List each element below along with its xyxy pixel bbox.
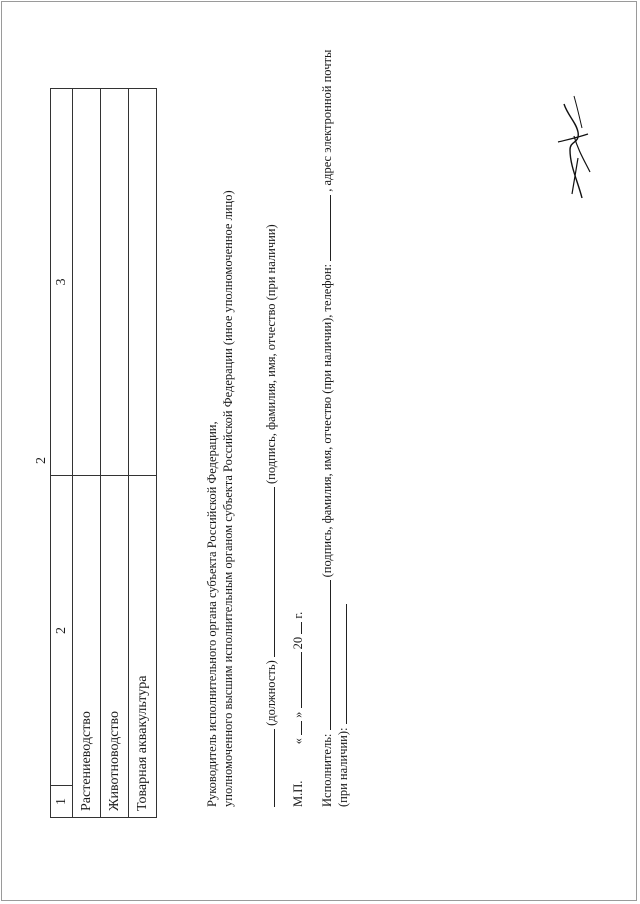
position-label: (должность) xyxy=(264,660,278,726)
mp-date-line xyxy=(289,612,305,807)
email-blank xyxy=(334,604,347,724)
position-blank xyxy=(262,729,275,807)
executor-label: Исполнитель: xyxy=(320,733,334,807)
date-close-quote: » xyxy=(291,711,305,718)
mp-label: М.П. xyxy=(291,780,305,807)
table-row xyxy=(129,89,157,818)
date-century: 20 xyxy=(291,636,305,650)
executor-name-label: (подпись, фамилия, имя, отчество (при наличии), телефон: xyxy=(320,263,334,578)
phone-blank xyxy=(318,195,331,261)
position-signature-line xyxy=(262,224,278,807)
header-cell: 1 xyxy=(51,786,73,818)
head-title-line1: Руководитель исполнительного органа субъекта Российской Федерации, xyxy=(205,421,219,807)
handwritten-signature xyxy=(548,92,598,202)
page-number: 2 xyxy=(34,457,49,464)
table-cell: Растениеводство xyxy=(73,476,101,818)
signature-label: (подпись, фамилия, имя, отчество (при наличии) xyxy=(264,224,278,485)
year-blank xyxy=(289,622,302,634)
head-title-line2: уполномоченного высшим исполнительным органом субъекта Российской Федерации (иное уполномоченное лицо) xyxy=(221,190,235,807)
signature-blank xyxy=(262,487,275,657)
email-line xyxy=(334,604,350,807)
executor-line xyxy=(318,50,334,807)
header-cell: 2 xyxy=(51,476,73,786)
table-cell xyxy=(101,89,129,476)
date-open-quote: « xyxy=(291,738,305,745)
data-table xyxy=(50,88,157,818)
table-cell xyxy=(129,89,157,476)
date-suffix: г. xyxy=(291,611,305,619)
table-row xyxy=(73,89,101,818)
email-note: (при наличии): xyxy=(336,727,350,807)
month-blank xyxy=(289,652,302,708)
table-cell: Животноводство xyxy=(101,476,129,818)
table-row xyxy=(101,89,129,818)
executor-blank xyxy=(318,580,331,730)
header-cell: 3 xyxy=(51,89,73,476)
table-cell: Товарная аквакультура xyxy=(129,476,157,818)
email-label: , адрес электронной почты xyxy=(320,49,334,192)
table-cell xyxy=(73,89,101,476)
day-blank xyxy=(289,721,302,735)
table-header-row xyxy=(51,89,73,818)
